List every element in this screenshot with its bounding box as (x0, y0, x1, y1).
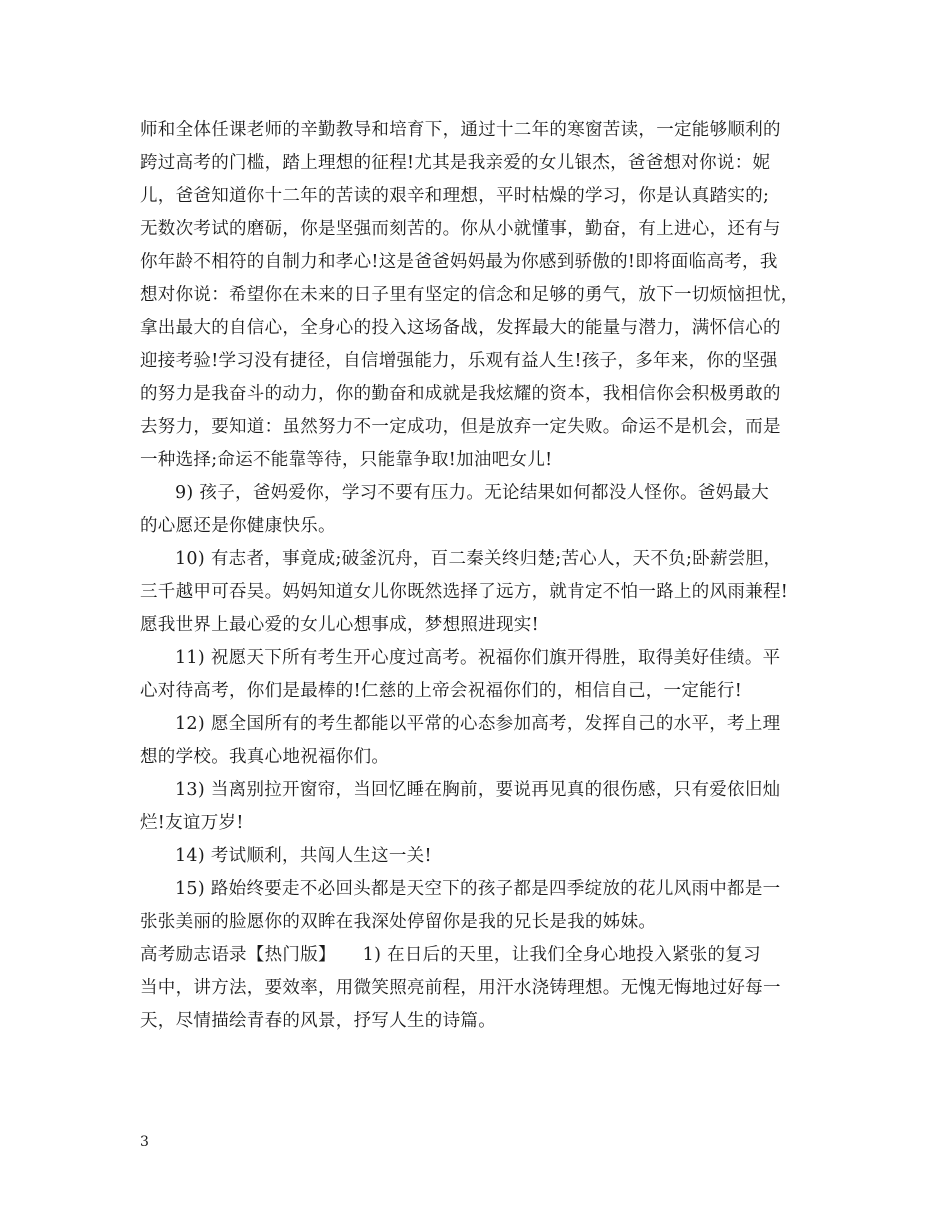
text-line: 一种选择;命运不能靠等待，只能靠争取!加油吧女儿! (140, 450, 553, 470)
text-line: 想的学校。我真心地祝福你们。 (140, 747, 390, 767)
text-line: 的努力是我奋斗的动力，你的勤奋和成就是我炫耀的资本，我相信你会积极勇敢的 (140, 384, 781, 404)
text-line: 儿，爸爸知道你十二年的苦读的艰辛和理想，平时枯燥的学习，你是认真踏实的; (140, 186, 770, 206)
text-line: 拿出最大的自信心，全身心的投入这场备战，发挥最大的能量与潜力，满怀信心的 (140, 318, 781, 338)
page-number: 3 (140, 1134, 149, 1150)
text-line: 12) 愿全国所有的考生都能以平常的心态参加高考，发挥自己的水平，考上理 (175, 714, 781, 734)
text-line: 9) 孩子，爸妈爱你，学习不要有压力。无论结果如何都没人怪你。爸妈最大 (175, 483, 770, 503)
text-line: 师和全体任课老师的辛勤教导和培育下，通过十二年的寒窗苦读，一定能够顺利的 (140, 120, 781, 140)
text-line: 三千越甲可吞吴。妈妈知道女儿你既然选择了远方，就肯定不怕一路上的风雨兼程! (140, 582, 789, 602)
text-line: 想对你说：希望你在未来的日子里有坚定的信念和足够的勇气，放下一切烦恼担忧， (140, 285, 799, 305)
text-line: 心对待高考，你们是最棒的!仁慈的上帝会祝福你们的，相信自己，一定能行! (140, 681, 743, 701)
text-line: 15) 路始终要走不必回头都是天空下的孩子都是四季绽放的花儿风雨中都是一 (175, 879, 781, 899)
text-line: 14) 考试顺利，共闯人生这一关! (175, 846, 432, 866)
text-line: 你年龄不相符的自制力和孝心!这是爸爸妈妈最为你感到骄傲的!即将面临高考，我 (140, 252, 778, 272)
text-line: 高考励志语录【热门版】 1) 在日后的天里，让我们全身心地投入紧张的复习 (140, 945, 761, 965)
text-line: 愿我世界上最心爱的女儿心想事成，梦想照进现实! (140, 615, 539, 635)
text-line: 迎接考验!学习没有捷径，自信增强能力，乐观有益人生!孩子，多年来，你的坚强 (140, 351, 778, 371)
text-line: 无数次考试的磨砺，你是坚强而刻苦的。你从小就懂事，勤奋，有上进心，还有与 (140, 219, 781, 239)
text-line: 当中，讲方法，要效率，用微笑照亮前程，用汗水浇铸理想。无愧无悔地过好每一 (140, 978, 781, 998)
text-line: 13) 当离别拉开窗帘，当回忆睡在胸前，要说再见真的很伤感，只有爱依旧灿 (175, 780, 781, 800)
text-line: 10) 有志者，事竟成;破釜沉舟，百二秦关终归楚;苦心人，天不负;卧薪尝胆， (175, 549, 782, 569)
text-line: 烂!友谊万岁! (140, 813, 244, 833)
text-line: 11) 祝愿天下所有考生开心度过高考。祝福你们旗开得胜，取得美好佳绩。平 (175, 648, 781, 668)
text-line: 跨过高考的门槛，踏上理想的征程!尤其是我亲爱的女儿银杰，爸爸想对你说：妮 (140, 153, 771, 173)
text-line: 天，尽情描绘青春的风景，抒写人生的诗篇。 (140, 1011, 496, 1031)
text-line: 的心愿还是你健康快乐。 (140, 516, 336, 536)
document-body (140, 114, 820, 1038)
text-line: 去努力，要知道：虽然努力不一定成功，但是放弃一定失败。命运不是机会，而是 (140, 417, 781, 437)
text-line: 张张美丽的脸愿你的双眸在我深处停留你是我的兄长是我的姊妹。 (140, 912, 657, 932)
